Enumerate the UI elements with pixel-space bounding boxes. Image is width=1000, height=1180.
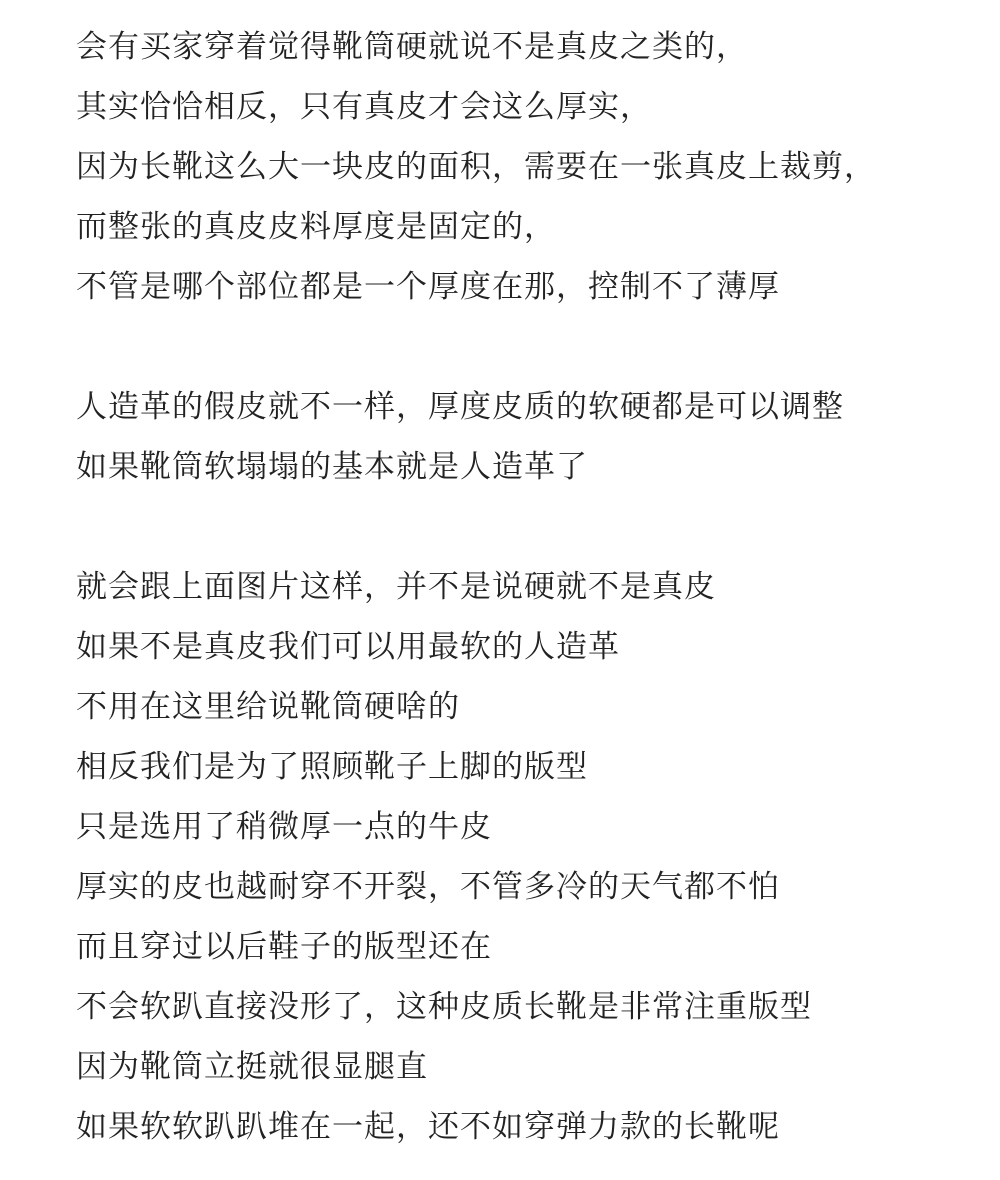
document-body bbox=[76, 20, 996, 1160]
text-line: 会有买家穿着觉得靴筒硬就说不是真皮之类的， bbox=[76, 29, 748, 65]
text-line: 而整张的真皮皮料厚度是固定的， bbox=[76, 209, 556, 245]
paragraph-2 bbox=[76, 380, 996, 500]
text-line: 而且穿过以后鞋子的版型还在 bbox=[76, 929, 492, 965]
text-line: 只是选用了稍微厚一点的牛皮 bbox=[76, 809, 492, 845]
text-line: 如果软软趴趴堆在一起，还不如穿弹力款的长靴呢 bbox=[76, 1109, 780, 1145]
paragraph-3 bbox=[76, 560, 996, 1160]
text-line: 就会跟上面图片这样，并不是说硬就不是真皮 bbox=[76, 569, 716, 605]
text-line: 不管是哪个部位都是一个厚度在那，控制不了薄厚 bbox=[76, 269, 780, 305]
text-line: 不会软趴直接没形了，这种皮质长靴是非常注重版型 bbox=[76, 989, 812, 1025]
text-line: 如果不是真皮我们可以用最软的人造革 bbox=[76, 629, 620, 665]
text-line: 不用在这里给说靴筒硬啥的 bbox=[76, 689, 460, 725]
paragraph-1 bbox=[76, 20, 996, 320]
paragraph-gap bbox=[76, 500, 996, 560]
paragraph-gap bbox=[76, 320, 996, 380]
text-line: 人造革的假皮就不一样，厚度皮质的软硬都是可以调整 bbox=[76, 389, 844, 425]
text-line: 因为靴筒立挺就很显腿直 bbox=[76, 1049, 428, 1085]
text-line: 相反我们是为了照顾靴子上脚的版型 bbox=[76, 749, 588, 785]
text-line: 如果靴筒软塌塌的基本就是人造革了 bbox=[76, 449, 588, 485]
text-line: 因为长靴这么大一块皮的面积，需要在一张真皮上裁剪， bbox=[76, 149, 876, 185]
text-line: 其实恰恰相反，只有真皮才会这么厚实， bbox=[76, 89, 652, 125]
text-line: 厚实的皮也越耐穿不开裂，不管多冷的天气都不怕 bbox=[76, 869, 780, 905]
